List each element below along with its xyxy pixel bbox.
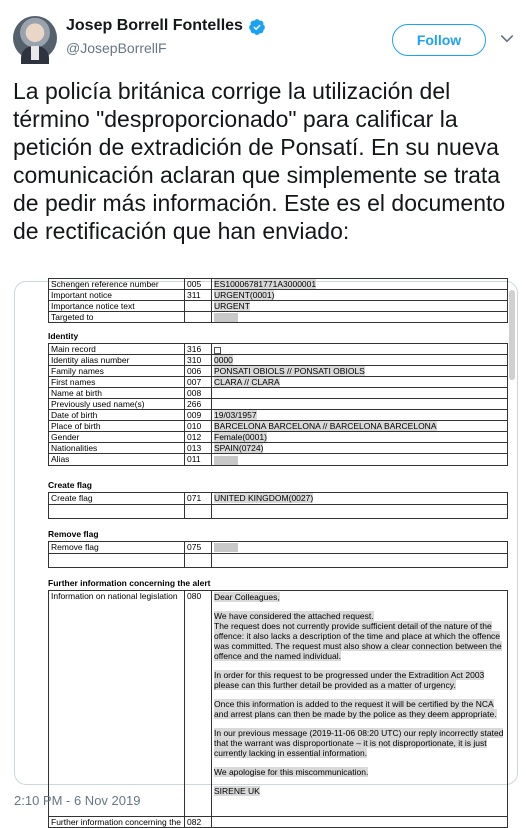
- doc-value: [212, 553, 508, 567]
- table-row: [49, 454, 508, 465]
- author-name[interactable]: Josep Borrell Fontelles: [66, 17, 243, 34]
- doc-code: [185, 504, 212, 518]
- further-info-section-title: Further information concerning the alert: [48, 577, 211, 588]
- doc-value-text: BARCELONA BARCELONA // BARCELONA BARCELONA: [214, 421, 437, 432]
- remove-flag-section-title: Remove flag: [48, 528, 99, 539]
- letter-text: In order for this request to be progressed under the Extradition Act 2003 please can this further detail be provided as a matter of urgency.: [214, 669, 485, 690]
- doc-label: Name at birth: [49, 388, 185, 399]
- identity-section-title: Identity: [48, 331, 79, 342]
- letter-text: The request does not currently provide sufficient detail of the nature of the offence: it also lacks a description of the time and place at which the offence was committed. The request must also show a clear connection between the offence and the named individual.: [214, 620, 502, 661]
- document-scrollbar[interactable]: [509, 290, 515, 380]
- doc-value-text: 19/03/1957: [214, 410, 257, 421]
- avatar[interactable]: [13, 16, 57, 60]
- letter-text: We have considered the attached request.: [214, 610, 374, 621]
- redaction-block: [214, 456, 238, 465]
- doc-label: Remove flag: [49, 541, 185, 553]
- doc-value: [212, 301, 508, 312]
- doc-label: Targeted to: [49, 312, 185, 323]
- doc-value: [212, 492, 508, 504]
- doc-label: Alias: [49, 454, 185, 465]
- tweet-text: La policía británica corrige la utilización del término "desproporcionado" para calificar la petición de extradición de Ponsatí. En su nueva comunicación aclaran que simplemente se trata de pedir más información. Este es el documento de rectificación que han enviado:: [13, 78, 506, 244]
- doc-code: 266: [185, 399, 212, 410]
- create-flag-table: [48, 492, 508, 519]
- doc-value: [212, 421, 508, 432]
- table-row: [49, 290, 508, 301]
- table-row: [49, 492, 508, 504]
- doc-value: [212, 377, 508, 388]
- doc-code: [185, 312, 212, 323]
- doc-code: 310: [185, 355, 212, 366]
- create-flag-section-title: Create flag: [48, 479, 92, 490]
- doc-code: [185, 301, 212, 312]
- main-record-checkbox: [214, 347, 221, 354]
- doc-code: 075: [185, 541, 212, 553]
- doc-value: [212, 388, 508, 399]
- verified-badge-icon: [248, 18, 266, 36]
- table-row: [49, 279, 508, 290]
- table-row: [49, 590, 508, 816]
- doc-code: 010: [185, 421, 212, 432]
- doc-code: 071: [185, 492, 212, 504]
- letter-greeting: [214, 592, 505, 602]
- doc-label: Importance notice text: [49, 301, 185, 312]
- table-row: [49, 301, 508, 312]
- doc-label: Previously used name(s): [49, 399, 185, 410]
- doc-value: [212, 443, 508, 454]
- doc-code: 008: [185, 388, 212, 399]
- doc-label: Further information concerning the: [49, 816, 185, 827]
- letter-signature: [214, 786, 505, 796]
- chevron-down-icon[interactable]: [498, 30, 516, 48]
- doc-value: [212, 454, 508, 465]
- doc-value: [212, 504, 508, 518]
- doc-value-text: UNITED KINGDOM(0027): [214, 492, 314, 503]
- doc-value: [212, 541, 508, 553]
- doc-code: 311: [185, 290, 212, 301]
- identity-table: [48, 343, 508, 465]
- table-row: [49, 399, 508, 410]
- letter-text: We apologise for this miscommunication.: [214, 766, 369, 777]
- table-row: [49, 443, 508, 454]
- doc-label: [49, 553, 185, 567]
- doc-value-text: URGENT: [214, 301, 250, 311]
- letter-paragraph: [214, 699, 505, 719]
- doc-value: [212, 279, 508, 290]
- table-row: [49, 410, 508, 421]
- doc-label: Place of birth: [49, 421, 185, 432]
- doc-label: Information on national legislation: [49, 590, 185, 816]
- doc-code: 005: [185, 279, 212, 290]
- doc-label: Date of birth: [49, 410, 185, 421]
- doc-value-text: 0000: [214, 355, 233, 366]
- letter-text: Once this information is added to the request it will be certified by the NCA and arrest plans can then be made by the police as they deem appropriate.: [214, 698, 497, 719]
- doc-value: [212, 290, 508, 301]
- doc-code: 009: [185, 410, 212, 421]
- table-row: [49, 312, 508, 323]
- doc-value-text: SPAIN(0724): [214, 443, 264, 454]
- remove-flag-table: [48, 541, 508, 568]
- doc-value: [212, 312, 508, 323]
- doc-value: [212, 355, 508, 366]
- document-top-table: [48, 278, 508, 323]
- table-row: [49, 816, 508, 827]
- doc-value: [212, 366, 508, 377]
- doc-label: Nationalities: [49, 443, 185, 454]
- doc-value: [212, 344, 508, 355]
- doc-value-text: PONSATI OBIOLS // PONSATI OBIOLS: [214, 366, 365, 377]
- table-row: [49, 344, 508, 355]
- doc-code: [185, 553, 212, 567]
- doc-code: 011: [185, 454, 212, 465]
- letter-paragraph: [214, 611, 505, 621]
- table-row: [49, 553, 508, 567]
- doc-value-text: Female(0001): [214, 432, 267, 443]
- doc-label: Create flag: [49, 492, 185, 504]
- table-row: [49, 355, 508, 366]
- document-content: [48, 279, 508, 828]
- doc-code: 007: [185, 377, 212, 388]
- doc-label: Family names: [49, 366, 185, 377]
- table-row: [49, 432, 508, 443]
- doc-label: [49, 504, 185, 518]
- tweet-header: [0, 0, 526, 70]
- doc-value: [212, 432, 508, 443]
- doc-value-text: CLARA // CLARA: [214, 377, 280, 388]
- avatar-shirt: [31, 46, 39, 60]
- table-row: [49, 421, 508, 432]
- doc-value: [212, 410, 508, 421]
- doc-label: First names: [49, 377, 185, 388]
- further-info-table: [48, 590, 508, 828]
- doc-code: 013: [185, 443, 212, 454]
- redaction-block: [214, 313, 238, 322]
- table-row: [49, 541, 508, 553]
- doc-code: 006: [185, 366, 212, 377]
- letter-greeting-text: Dear Colleagues,: [214, 591, 280, 602]
- doc-label: Main record: [49, 344, 185, 355]
- letter-paragraph: [214, 670, 505, 690]
- letter-paragraph: [214, 621, 505, 661]
- doc-value-text: ES10006781771A3000001: [214, 279, 317, 289]
- doc-label: Important notice: [49, 290, 185, 301]
- letter-paragraph: [214, 728, 505, 758]
- doc-code: 082: [185, 816, 212, 827]
- table-row: [49, 377, 508, 388]
- table-row: [49, 388, 508, 399]
- letter-paragraph: [214, 767, 505, 777]
- table-row: [49, 504, 508, 518]
- doc-value-text: URGENT(0001): [214, 290, 275, 300]
- doc-label: Identity alias number: [49, 355, 185, 366]
- doc-label: Schengen reference number: [49, 279, 185, 290]
- doc-code: 012: [185, 432, 212, 443]
- redaction-block: [214, 543, 238, 552]
- letter-content: [212, 590, 508, 816]
- doc-label: Gender: [49, 432, 185, 443]
- doc-code: 316: [185, 344, 212, 355]
- letter-signature-text: SIRENE UK: [214, 785, 260, 796]
- author-handle[interactable]: @JosepBorrellF: [66, 40, 167, 56]
- follow-button[interactable]: Follow: [392, 24, 486, 56]
- doc-value: [212, 816, 508, 827]
- tweet-timestamp[interactable]: 2:10 PM - 6 Nov 2019: [14, 793, 141, 808]
- letter-text: In our previous message (2019-11-06 08:20 UTC) our reply incorrectly stated that the warrant was disproportionate – it is not disproportionate, it is just currently lacking in essential information.: [214, 727, 504, 758]
- doc-value: [212, 399, 508, 410]
- table-row: [49, 366, 508, 377]
- doc-code: 080: [185, 590, 212, 816]
